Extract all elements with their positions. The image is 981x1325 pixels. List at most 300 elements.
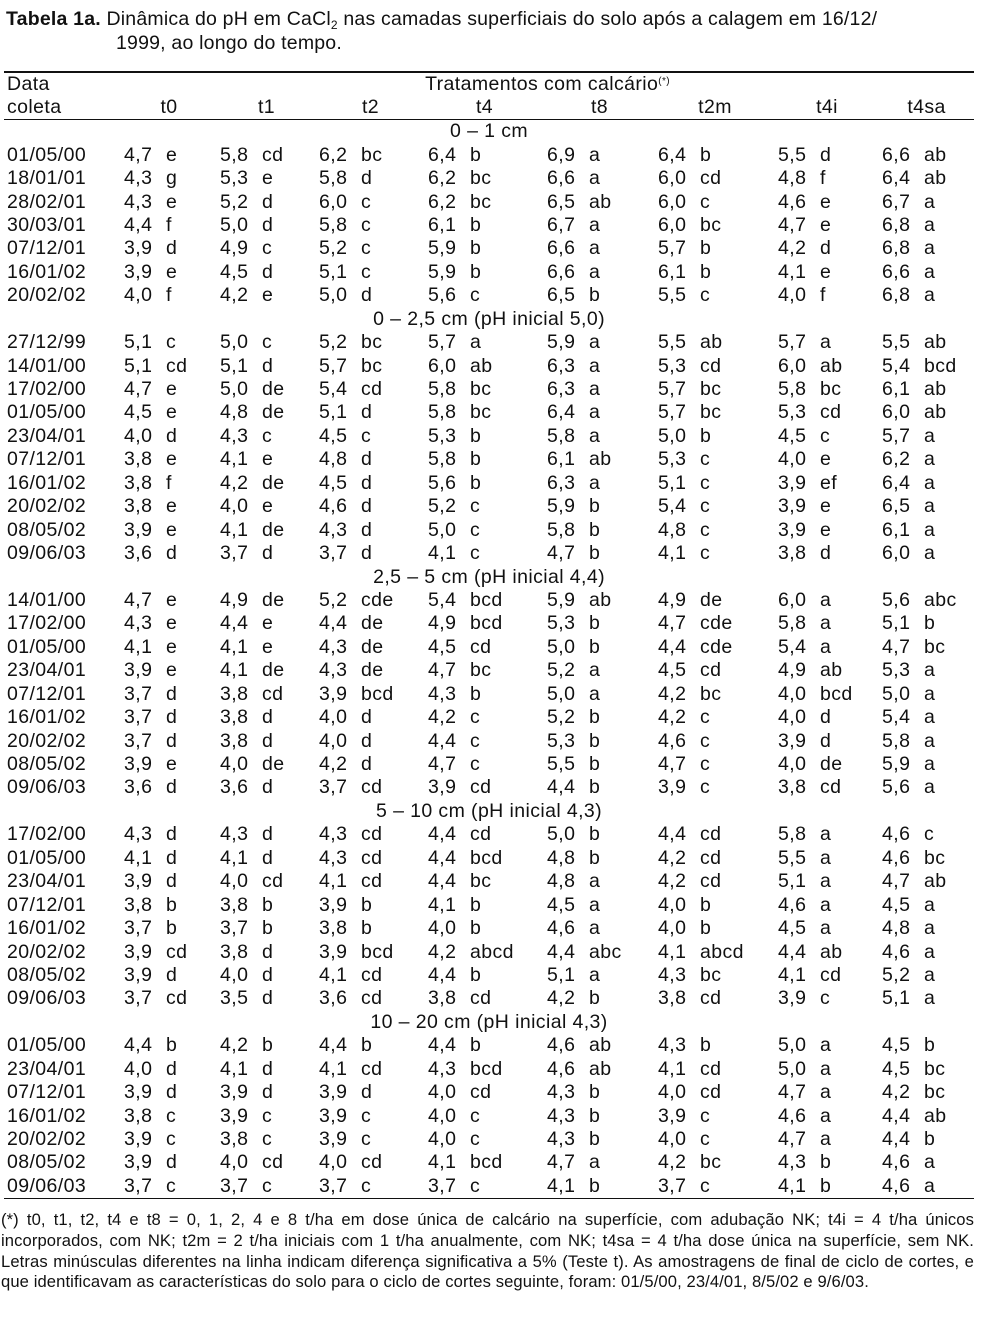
- ph-value: 3,7: [220, 917, 249, 940]
- ph-value: 3,8: [220, 1128, 249, 1151]
- value-cell: [879, 1128, 974, 1151]
- ph-value: 4,0: [220, 870, 249, 893]
- ph-value: 4,6: [778, 190, 807, 213]
- significance-letters: b: [589, 1128, 601, 1151]
- ph-value: 4,4: [778, 940, 807, 963]
- significance-letters: d: [361, 518, 373, 541]
- ph-value: 5,2: [220, 190, 249, 213]
- ph-value: 5,1: [124, 354, 153, 377]
- significance-letters: b: [470, 448, 482, 471]
- ph-value: 5,4: [778, 635, 807, 658]
- header-data: Data: [4, 72, 121, 96]
- significance-letters: c: [700, 542, 711, 565]
- ph-value: 3,9: [319, 893, 348, 916]
- value-cell: [217, 683, 316, 706]
- significance-letters: d: [262, 1081, 274, 1104]
- significance-letters: d: [361, 167, 373, 190]
- significance-letters: b: [700, 143, 712, 166]
- significance-letters: c: [700, 448, 711, 471]
- value-cell: [121, 776, 217, 799]
- value-cell: [121, 214, 217, 237]
- significance-letters: a: [924, 729, 936, 752]
- ph-value: 3,7: [319, 542, 348, 565]
- date-cell: 17/02/00: [7, 823, 87, 846]
- ph-value: 5,5: [778, 846, 807, 869]
- significance-letters: bcd: [470, 846, 503, 869]
- value-cell: [544, 448, 655, 471]
- ph-value: 4,3: [319, 823, 348, 846]
- ph-value: 6,5: [547, 284, 576, 307]
- ph-value: 5,8: [319, 167, 348, 190]
- significance-letters: a: [820, 1034, 832, 1057]
- significance-letters: d: [262, 354, 274, 377]
- ph-value: 5,0: [220, 331, 249, 354]
- significance-letters: e: [166, 448, 178, 471]
- value-cell: [316, 284, 425, 307]
- table-row: [4, 448, 974, 471]
- significance-letters: cd: [700, 354, 722, 377]
- significance-letters: a: [924, 1151, 936, 1174]
- table-row: [4, 354, 974, 377]
- value-cell: [544, 1058, 655, 1081]
- value-cell: [655, 261, 775, 284]
- ph-value: 4,2: [658, 706, 687, 729]
- ph-table: [4, 71, 974, 1199]
- value-cell: [217, 1175, 316, 1199]
- significance-letters: ab: [589, 1034, 612, 1057]
- significance-letters: cd: [262, 1151, 284, 1174]
- significance-letters: a: [924, 940, 936, 963]
- ph-value: 4,6: [547, 917, 576, 940]
- significance-letters: c: [470, 518, 481, 541]
- value-cell: [316, 237, 425, 260]
- ph-value: 6,0: [319, 190, 348, 213]
- value-cell: [316, 612, 425, 635]
- value-cell: [425, 284, 544, 307]
- ph-value: 4,6: [658, 729, 687, 752]
- value-cell: [879, 870, 974, 893]
- value-cell: [655, 823, 775, 846]
- ph-value: 5,0: [220, 378, 249, 401]
- significance-letters: a: [924, 424, 936, 447]
- value-cell: [544, 1175, 655, 1199]
- significance-letters: e: [820, 518, 832, 541]
- ph-value: 4,3: [658, 963, 687, 986]
- ph-value: 4,1: [778, 963, 807, 986]
- date-cell: 01/05/00: [7, 635, 87, 658]
- table-row: [4, 542, 974, 565]
- significance-letters: a: [589, 424, 601, 447]
- significance-letters: d: [361, 729, 373, 752]
- ph-value: 3,8: [778, 776, 807, 799]
- value-cell: [879, 542, 974, 565]
- ph-value: 5,0: [778, 1034, 807, 1057]
- significance-letters: bcd: [470, 1057, 503, 1080]
- significance-letters: d: [262, 706, 274, 729]
- value-cell: [544, 940, 655, 963]
- significance-letters: a: [924, 448, 936, 471]
- table-row: [4, 378, 974, 401]
- value-cell: [217, 612, 316, 635]
- ph-value: 5,1: [547, 963, 576, 986]
- significance-letters: c: [820, 424, 831, 447]
- value-cell: [217, 425, 316, 448]
- value-cell: [121, 753, 217, 776]
- table-row: [4, 284, 974, 307]
- ph-value: 6,1: [428, 213, 457, 236]
- ph-value: 5,8: [778, 823, 807, 846]
- significance-letters: abcd: [700, 940, 744, 963]
- value-cell: [316, 893, 425, 916]
- significance-letters: a: [924, 471, 936, 494]
- table-footnote: (*) t0, t1, t2, t4 e t8 = 0, 1, 2, 4 e 8 t/ha em dose única de calcário na superfície, com adubação NK; t4i = 4 t/ha únicos incorporados, com NK; t2m = 2 t/ha iniciais com 1 t/ha anualmente, com NK; t4sa = 4 t/ha dose única na superfície, sem NK. Letras minúsculas diferentes na linha indicam diferença significativa a 5% (Teste t). As amostragens de final de ciclo de cortes, e que identificavam as características do solo para o ciclo de cortes seguinte, foram: 01/5/00, 23/4/01, 8/5/02 e 9/6/03.: [1, 1210, 974, 1292]
- ph-value: 4,1: [658, 542, 687, 565]
- significance-letters: b: [589, 706, 601, 729]
- value-cell: [217, 237, 316, 260]
- value-cell: [217, 214, 316, 237]
- significance-letters: c: [166, 1174, 177, 1197]
- significance-letters: d: [262, 963, 274, 986]
- value-cell: [775, 1175, 879, 1199]
- significance-letters: cd: [361, 1151, 383, 1174]
- significance-letters: c: [700, 471, 711, 494]
- value-cell: [775, 612, 879, 635]
- ph-value: 4,0: [319, 1151, 348, 1174]
- significance-letters: d: [820, 706, 832, 729]
- ph-value: 5,1: [319, 401, 348, 424]
- ph-value: 5,1: [220, 354, 249, 377]
- ph-value: 5,0: [778, 1057, 807, 1080]
- ph-value: 4,7: [658, 612, 687, 635]
- ph-value: 4,4: [319, 612, 348, 635]
- ph-value: 5,2: [882, 963, 911, 986]
- value-cell: [544, 870, 655, 893]
- value-cell: [775, 659, 879, 682]
- value-cell: [655, 636, 775, 659]
- value-cell: [775, 261, 879, 284]
- significance-letters: b: [924, 1034, 936, 1057]
- significance-letters: d: [166, 424, 178, 447]
- value-cell: [655, 776, 775, 799]
- value-cell: [425, 214, 544, 237]
- ph-value: 4,4: [220, 612, 249, 635]
- date-cell: 01/05/00: [7, 1034, 87, 1057]
- significance-letters: b: [166, 893, 178, 916]
- table-row: [4, 425, 974, 448]
- significance-letters: b: [361, 917, 373, 940]
- ph-value: 4,1: [778, 1174, 807, 1197]
- value-cell: [217, 776, 316, 799]
- column-header: t4sa: [879, 96, 974, 120]
- significance-letters: ab: [924, 378, 947, 401]
- significance-letters: cd: [166, 987, 188, 1010]
- ph-value: 4,3: [319, 846, 348, 869]
- date-cell: 08/05/02: [7, 963, 87, 986]
- ph-value: 4,6: [778, 893, 807, 916]
- significance-letters: bc: [470, 870, 492, 893]
- significance-letters: a: [470, 331, 482, 354]
- date-cell: 20/02/02: [7, 284, 87, 307]
- significance-letters: a: [820, 870, 832, 893]
- date-cell: 16/01/02: [7, 260, 87, 283]
- table-row: [4, 659, 974, 682]
- significance-letters: a: [589, 870, 601, 893]
- ph-value: 3,7: [124, 682, 153, 705]
- significance-letters: a: [589, 260, 601, 283]
- column-header: t1: [217, 96, 316, 120]
- significance-letters: e: [262, 495, 274, 518]
- ph-value: 6,5: [547, 190, 576, 213]
- significance-letters: d: [820, 143, 832, 166]
- ph-value: 5,9: [547, 495, 576, 518]
- value-cell: [316, 870, 425, 893]
- significance-letters: d: [361, 401, 373, 424]
- significance-letters: a: [820, 917, 832, 940]
- ph-value: 6,3: [547, 378, 576, 401]
- significance-letters: a: [589, 167, 601, 190]
- ph-value: 5,9: [547, 588, 576, 611]
- value-cell: [655, 870, 775, 893]
- ph-value: 4,4: [658, 823, 687, 846]
- significance-letters: c: [700, 1128, 711, 1151]
- ph-value: 4,1: [428, 542, 457, 565]
- significance-letters: d: [166, 729, 178, 752]
- significance-letters: a: [924, 659, 936, 682]
- date-cell: 01/05/00: [7, 143, 87, 166]
- ph-value: 6,0: [658, 213, 687, 236]
- significance-letters: a: [924, 1174, 936, 1197]
- ph-value: 3,7: [124, 706, 153, 729]
- ph-value: 3,9: [124, 518, 153, 541]
- value-cell: [217, 378, 316, 401]
- ph-value: 4,0: [319, 729, 348, 752]
- significance-letters: de: [262, 471, 285, 494]
- ph-value: 5,0: [547, 635, 576, 658]
- significance-letters: cd: [262, 143, 284, 166]
- table-row: [4, 940, 974, 963]
- significance-letters: e: [820, 495, 832, 518]
- date-cell: 20/02/02: [7, 940, 87, 963]
- ph-value: 4,7: [124, 143, 153, 166]
- value-cell: [121, 729, 217, 752]
- ph-value: 4,3: [428, 1057, 457, 1080]
- value-cell: [316, 448, 425, 471]
- significance-letters: d: [361, 448, 373, 471]
- value-cell: [775, 495, 879, 518]
- ph-value: 4,1: [658, 940, 687, 963]
- significance-letters: a: [924, 893, 936, 916]
- ph-value: 5,3: [658, 448, 687, 471]
- date-cell: 16/01/02: [7, 917, 87, 940]
- ph-value: 4,7: [658, 753, 687, 776]
- ph-value: 4,2: [428, 706, 457, 729]
- significance-letters: e: [166, 378, 178, 401]
- value-cell: [425, 167, 544, 190]
- significance-letters: d: [262, 260, 274, 283]
- table-row: [4, 917, 974, 940]
- date-cell: 17/02/00: [7, 378, 87, 401]
- table-row: [4, 167, 974, 190]
- ph-value: 5,7: [658, 401, 687, 424]
- value-cell: [316, 940, 425, 963]
- ph-value: 3,9: [124, 1081, 153, 1104]
- significance-letters: b: [589, 823, 601, 846]
- significance-letters: e: [166, 518, 178, 541]
- value-cell: [121, 331, 217, 354]
- ph-value: 5,7: [319, 354, 348, 377]
- ph-value: 3,9: [428, 776, 457, 799]
- value-cell: [121, 472, 217, 495]
- significance-letters: d: [166, 963, 178, 986]
- ph-value: 6,1: [547, 448, 576, 471]
- ph-value: 5,6: [428, 471, 457, 494]
- ph-value: 4,4: [428, 1034, 457, 1057]
- ph-value: 4,3: [547, 1104, 576, 1127]
- ph-value: 5,7: [658, 237, 687, 260]
- ph-value: 4,1: [428, 893, 457, 916]
- table-row: [4, 589, 974, 612]
- significance-letters: b: [470, 963, 482, 986]
- ph-value: 4,9: [428, 612, 457, 635]
- value-cell: [217, 354, 316, 377]
- ph-value: 4,5: [778, 917, 807, 940]
- value-cell: [425, 917, 544, 940]
- value-cell: [775, 448, 879, 471]
- significance-letters: d: [166, 1151, 178, 1174]
- ph-value: 3,9: [778, 729, 807, 752]
- value-cell: [316, 495, 425, 518]
- value-cell: [425, 472, 544, 495]
- table-row: [4, 683, 974, 706]
- value-cell: [316, 706, 425, 729]
- significance-letters: d: [361, 1081, 373, 1104]
- ph-value: 4,4: [547, 776, 576, 799]
- significance-letters: b: [700, 260, 712, 283]
- significance-letters: bc: [700, 682, 722, 705]
- ph-value: 5,9: [428, 237, 457, 260]
- value-cell: [655, 1104, 775, 1127]
- ph-value: 4,1: [428, 1151, 457, 1174]
- value-cell: [425, 237, 544, 260]
- table-row: [4, 495, 974, 518]
- ph-value: 5,6: [882, 588, 911, 611]
- significance-letters: b: [589, 635, 601, 658]
- ph-value: 5,5: [658, 284, 687, 307]
- value-cell: [316, 354, 425, 377]
- ph-value: 4,3: [319, 635, 348, 658]
- section-header-row: [4, 800, 974, 823]
- ph-value: 5,0: [428, 518, 457, 541]
- ph-value: 4,1: [319, 963, 348, 986]
- ph-value: 4,2: [547, 987, 576, 1010]
- ph-value: 4,8: [658, 518, 687, 541]
- value-cell: [217, 1104, 316, 1127]
- date-cell: 07/12/01: [7, 237, 87, 260]
- ph-value: 4,6: [547, 1057, 576, 1080]
- ph-value: 3,9: [778, 987, 807, 1010]
- ph-value: 6,0: [778, 354, 807, 377]
- ph-value: 3,8: [124, 1104, 153, 1127]
- ph-value: 3,9: [319, 682, 348, 705]
- value-cell: [316, 1058, 425, 1081]
- significance-letters: cd: [820, 401, 842, 424]
- ph-value: 5,2: [319, 588, 348, 611]
- value-cell: [775, 753, 879, 776]
- ph-value: 4,6: [778, 1104, 807, 1127]
- value-cell: [879, 683, 974, 706]
- ph-value: 6,0: [658, 190, 687, 213]
- value-cell: [121, 893, 217, 916]
- ph-value: 5,2: [319, 331, 348, 354]
- value-cell: [544, 753, 655, 776]
- significance-letters: d: [361, 471, 373, 494]
- significance-letters: bc: [700, 963, 722, 986]
- significance-letters: c: [470, 1174, 481, 1197]
- value-cell: [217, 753, 316, 776]
- value-cell: [121, 706, 217, 729]
- ph-value: 4,5: [547, 893, 576, 916]
- significance-letters: cd: [470, 635, 492, 658]
- value-cell: [121, 917, 217, 940]
- ph-value: 4,1: [220, 659, 249, 682]
- ph-value: 6,2: [428, 190, 457, 213]
- value-cell: [879, 917, 974, 940]
- caption-subscript: 2: [330, 18, 338, 32]
- header-coleta: coleta: [4, 96, 121, 120]
- value-cell: [316, 659, 425, 682]
- value-cell: [544, 354, 655, 377]
- ph-value: 4,8: [778, 167, 807, 190]
- value-cell: [655, 1151, 775, 1174]
- significance-letters: c: [700, 753, 711, 776]
- value-cell: [217, 823, 316, 846]
- value-cell: [425, 659, 544, 682]
- ph-value: 4,2: [428, 940, 457, 963]
- ph-value: 3,9: [319, 940, 348, 963]
- value-cell: [544, 776, 655, 799]
- ph-value: 6,3: [547, 471, 576, 494]
- ph-value: 4,0: [428, 1104, 457, 1127]
- significance-letters: f: [166, 284, 172, 307]
- ph-value: 5,0: [658, 424, 687, 447]
- significance-letters: d: [820, 729, 832, 752]
- date-cell: 28/02/01: [7, 190, 87, 213]
- significance-letters: de: [262, 518, 285, 541]
- value-cell: [544, 1034, 655, 1057]
- significance-letters: de: [262, 588, 285, 611]
- significance-letters: d: [262, 846, 274, 869]
- ph-value: 6,6: [547, 260, 576, 283]
- ph-value: 3,8: [124, 448, 153, 471]
- value-cell: [879, 472, 974, 495]
- table-row: [4, 214, 974, 237]
- significance-letters: d: [166, 237, 178, 260]
- value-cell: [655, 917, 775, 940]
- significance-letters: b: [589, 1081, 601, 1104]
- value-cell: [217, 893, 316, 916]
- ph-value: 4,5: [882, 1034, 911, 1057]
- ph-value: 6,4: [882, 471, 911, 494]
- significance-letters: b: [470, 424, 482, 447]
- significance-letters: cd: [820, 776, 842, 799]
- value-cell: [879, 589, 974, 612]
- value-cell: [425, 190, 544, 213]
- ph-value: 4,3: [319, 659, 348, 682]
- significance-letters: d: [262, 542, 274, 565]
- value-cell: [775, 870, 879, 893]
- ph-value: 4,7: [882, 635, 911, 658]
- significance-letters: b: [700, 237, 712, 260]
